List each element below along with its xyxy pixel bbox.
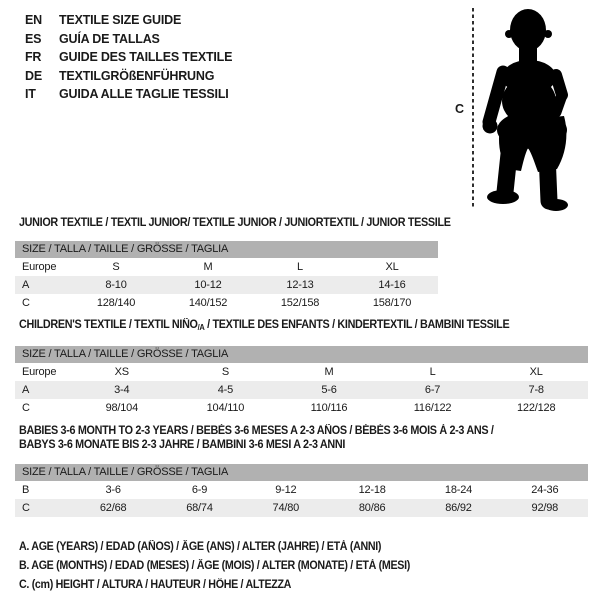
table-title-segment: /A [197,323,205,332]
size-header-bar: SIZE / TALLA / TAILLE / GRÖSSE / TAGLIA [15,346,588,363]
size-cell: 4-5 [217,384,234,396]
size-cell: 140/152 [188,297,228,309]
size-cell: XL [385,261,399,273]
size-cell: 9-12 [275,484,297,496]
size-cell: XS [114,366,129,378]
size-cell: 74/80 [272,502,300,514]
size-grid [15,481,588,517]
table-row [15,481,588,499]
size-table-1 [15,318,588,417]
footnotes [19,538,439,595]
silhouette-arm-left [489,72,503,122]
size-cell: 158/170 [372,297,412,309]
size-cell: 7-8 [528,384,544,396]
language-code: DE [25,68,42,83]
size-cell: 128/140 [96,297,136,309]
silhouette-foot-right [544,199,568,211]
row-label: C [22,297,30,309]
size-cell: 18-24 [444,484,473,496]
size-cell: 122/128 [517,402,556,414]
silhouette-arm-right-lower [556,95,562,112]
size-cell: L [297,261,303,273]
table-row [15,294,438,312]
size-cell: 24-36 [531,484,559,496]
row-label: Europe [22,261,57,273]
size-cell: 5-6 [321,384,337,396]
language-guide-title: GUIDE DES TAILLES TEXTILE [59,50,233,65]
size-header-bar: SIZE / TALLA / TAILLE / GRÖSSE / TAGLIA [15,241,438,258]
size-cell: 12-18 [358,484,386,496]
table-title-segment: BABIES 3-6 MONTH TO 2-3 YEARS / BEBÉS 3-6 MESES A 2-3 AÑOS / BÉBÉS 3-6 MOIS À 2-3 ANS / [19,425,494,437]
size-table-2 [15,424,588,517]
size-cell: S [221,366,229,378]
size-grid [15,258,438,312]
language-header [25,11,232,104]
language-guide-title: GUIDA ALLE TAGLIE TESSILI [59,87,229,102]
size-cell: 152/158 [280,297,320,309]
size-cell: 6-7 [424,384,441,396]
language-guide-title: TEXTILE SIZE GUIDE [59,13,182,28]
size-cell: 10-12 [194,279,222,291]
table-row [15,381,588,399]
size-cell: 98/104 [105,402,139,414]
row-label: A [22,384,30,396]
language-code: EN [25,13,42,28]
language-list [25,11,232,104]
table-title-segment: JUNIOR TEXTILE / TEXTIL JUNIOR/ TEXTILE JUNIOR / JUNIORTEXTIL / JUNIOR TESSILE [19,217,451,229]
size-grid [15,363,588,417]
row-label: C [22,402,30,414]
row-label: Europe [22,366,57,378]
table-title-segment: BABYS 3-6 MONATE BIS 2-3 JAHRE / BAMBINI 3-6 MESI A 2-3 ANNI [19,439,346,451]
size-cell: 80/86 [358,502,386,514]
size-cell: 14-16 [378,279,406,291]
table-title [19,216,451,230]
size-cell: M [324,366,334,378]
size-cell: 92/98 [531,502,559,514]
size-cell: 104/110 [206,402,245,414]
language-row [25,67,232,86]
silhouette-neck [519,44,537,62]
row-label: B [22,484,30,496]
height-measure-dashed-line [472,8,474,209]
size-cell: S [112,261,120,273]
row-label: C [22,502,30,514]
silhouette-leg-right [547,154,549,201]
language-row [25,85,232,104]
size-cell: 110/116 [310,402,348,414]
size-table-0 [15,216,451,312]
size-cell: 6-9 [191,484,208,496]
size-cell: 3-6 [105,484,121,496]
language-row [25,48,232,67]
footnote: A. AGE (YEARS) / EDAD (AÑOS) / ÂGE (ANS) / ALTER (JAHRE) / ETÀ (ANNI) [19,541,382,553]
silhouette-leg-left [505,154,509,192]
size-cell: 116/122 [413,402,452,414]
size-cell: 68/74 [186,502,213,514]
silhouette-hand-left [483,119,498,134]
language-row [25,30,232,49]
table-row [15,258,438,276]
footnote: B. AGE (MONTHS) / EDAD (MESES) / ÂGE (MOIS) / ALTER (MONATE) / ETÀ (MESI) [19,560,410,572]
toddler-silhouette [478,4,574,216]
row-label: A [22,279,30,291]
language-guide-title: GUÍA DE TALLAS [59,31,160,46]
height-measure-label: C [455,102,465,116]
table-row [15,499,588,517]
language-guide-title: TEXTILGRÖßENFÜHRUNG [59,68,215,83]
language-code: FR [25,50,42,65]
size-cell: 3-4 [114,384,130,396]
language-row [25,11,232,30]
size-cell: L [429,366,436,378]
size-cell: M [203,261,213,273]
size-cell: 86/92 [445,502,472,514]
table-row [15,399,588,417]
size-cell: XL [529,366,543,378]
table-title-segment: / TEXTILE DES ENFANTS / KINDERTEXTIL / BAMBINI TESSILE [204,319,510,331]
footnote: C. (cm) HEIGHT / ALTURA / HAUTEUR / HÖHE / ALTEZZA [19,579,292,591]
silhouette-foot-left [487,190,519,204]
size-cell: 8-10 [105,279,127,291]
table-row [15,363,588,381]
language-code: ES [25,31,42,46]
silhouette-ear-right [544,30,552,38]
size-header-bar: SIZE / TALLA / TAILLE / GRÖSSE / TAGLIA [15,464,588,481]
language-code: IT [25,87,36,102]
table-title-segment: CHILDREN'S TEXTILE / TEXTIL NIÑO [19,319,198,331]
table-title [19,318,554,335]
size-cell: 12-13 [286,279,314,291]
table-title [19,424,554,452]
silhouette-ear-left [505,30,513,38]
table-row [15,276,438,294]
size-cell: 62/68 [99,502,127,514]
